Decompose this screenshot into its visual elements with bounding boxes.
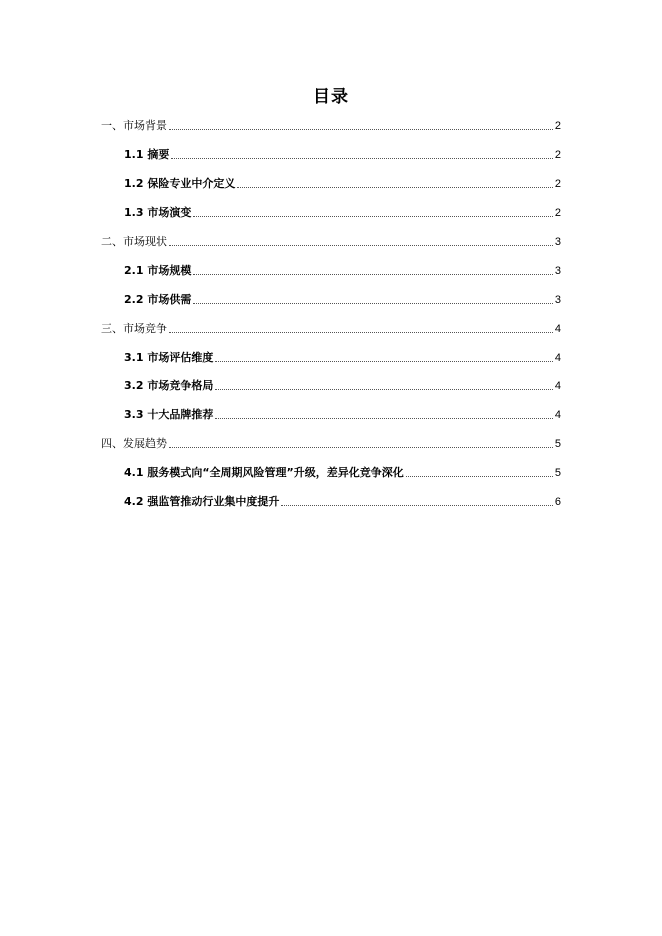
toc-entry-service-model-upgrade[interactable] — [124, 464, 561, 480]
toc-entry-market-size[interactable] — [124, 262, 561, 278]
toc-entry-text: 4.1 服务模式向“全周期风险管理”升级，差异化竞争深化 — [124, 466, 404, 479]
toc-entry-market-background[interactable] — [101, 117, 561, 133]
toc-entry-summary[interactable] — [124, 146, 561, 162]
toc-entry-competitive-landscape[interactable] — [124, 377, 561, 393]
toc-dot-leader — [171, 158, 553, 159]
toc-entry-market-evolution[interactable] — [124, 204, 561, 220]
toc-page-number: 2 — [554, 120, 561, 132]
toc-entry-evaluation-dimensions[interactable] — [124, 349, 561, 365]
toc-entry-text: 3.2 市场竞争格局 — [124, 379, 214, 392]
toc-dot-leader — [193, 216, 553, 217]
toc-entry-text: 二、市场现状 — [101, 235, 167, 248]
toc-page-number: 6 — [554, 496, 561, 508]
toc-dot-leader — [169, 332, 553, 333]
toc-entry-text: 1.3 市场演变 — [124, 206, 192, 219]
toc-dot-leader — [237, 187, 553, 188]
toc-dot-leader — [193, 303, 553, 304]
toc-entry-regulation-concentration[interactable] — [124, 493, 561, 509]
toc-page-number: 3 — [554, 265, 561, 277]
toc-dot-leader — [215, 361, 553, 362]
toc-page-number: 2 — [554, 149, 561, 161]
toc-dot-leader — [215, 418, 553, 419]
toc-dot-leader — [169, 447, 553, 448]
toc-dot-leader — [406, 476, 553, 477]
toc-dot-leader — [215, 389, 553, 390]
toc-entry-supply-demand[interactable] — [124, 291, 561, 307]
toc-page-number: 4 — [554, 380, 561, 392]
toc-dot-leader — [193, 274, 553, 275]
toc-page-number: 3 — [554, 294, 561, 306]
toc-page-number: 2 — [554, 178, 561, 190]
toc-entry-development-trends[interactable] — [101, 435, 561, 451]
toc-page-number: 2 — [554, 207, 561, 219]
toc-dot-leader — [281, 505, 553, 506]
toc-entry-text: 一、市场背景 — [101, 119, 167, 132]
toc-dot-leader — [169, 129, 553, 130]
toc-entry-market-status[interactable] — [101, 233, 561, 249]
toc-entry-text: 1.2 保险专业中介定义 — [124, 177, 236, 190]
toc-page-number: 4 — [554, 352, 561, 364]
toc-dot-leader — [169, 245, 553, 246]
toc-entry-text: 三、市场竞争 — [101, 322, 167, 335]
toc-page-number: 5 — [554, 467, 561, 479]
toc-entry-text: 2.1 市场规模 — [124, 264, 192, 277]
toc-entry-definition[interactable] — [124, 175, 561, 191]
toc-entry-text: 1.1 摘要 — [124, 148, 170, 161]
toc-page-number: 4 — [554, 409, 561, 421]
toc-entry-market-competition[interactable] — [101, 320, 561, 336]
toc-entry-text: 2.2 市场供需 — [124, 293, 192, 306]
toc-entry-top-brands[interactable] — [124, 406, 561, 422]
toc-entry-text: 3.1 市场评估维度 — [124, 351, 214, 364]
toc-entry-text: 3.3 十大品牌推荐 — [124, 408, 214, 421]
toc-page-number: 3 — [554, 236, 561, 248]
toc-page-number: 5 — [554, 438, 561, 450]
toc-page-number: 4 — [554, 323, 561, 335]
toc-entry-text: 四、发展趋势 — [101, 437, 167, 450]
toc-entry-text: 4.2 强监管推动行业集中度提升 — [124, 495, 280, 508]
toc-title: 目录 — [313, 87, 349, 107]
